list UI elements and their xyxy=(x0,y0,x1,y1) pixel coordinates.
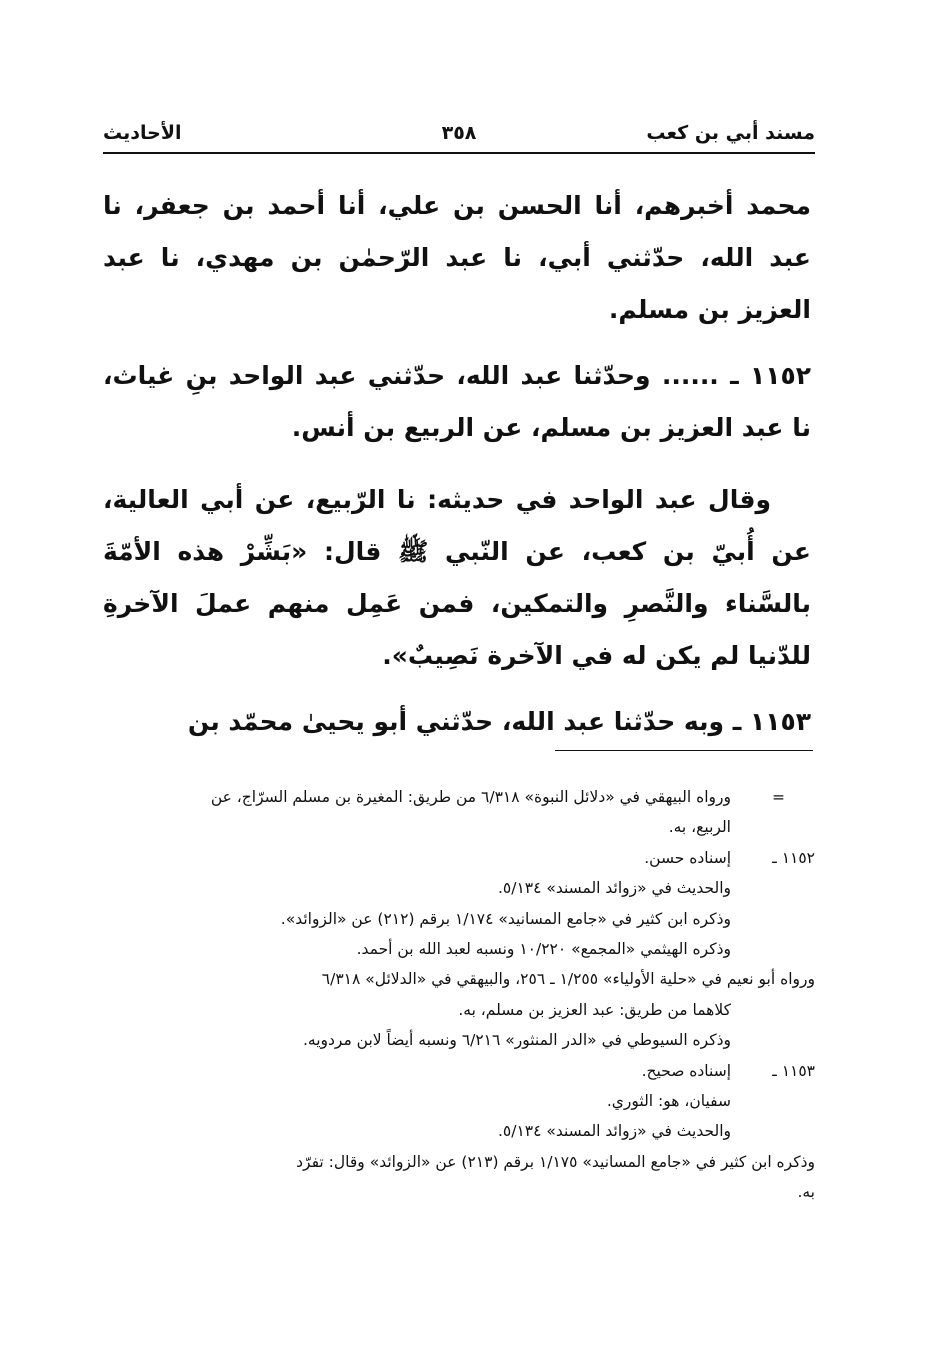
footnote-line: إسناده صحيح. xyxy=(641,1061,731,1080)
paragraph-isnad: محمد أخبرهم، أنا الحسن بن علي، أنا أحمد بن جعفر، نا عبد الله، حدّثني أبي، نا عبد الرّحمٰن بن مهدي، نا عبد العزيز بن مسلم. xyxy=(103,191,811,324)
hadith-1152-text: وقال عبد الواحد في حديثه: نا الرّبيع، عن أبي العالية، عن أُبيّ بن كعب، عن النّبي ﷺ قال: «بَشِّرْ هذه الأمّةَ بالسَّناء والنَّصرِ والتمكين، فمن عَمِل منهم عملَ الآخرةِ للدّنيا لم يكن له في الآخرة نَصِيبٌ». xyxy=(103,485,811,670)
footnote-number: ١١٥٢ ـ xyxy=(772,848,815,867)
footnotes xyxy=(103,782,815,1208)
footnote-line: وذكره السيوطي في «الدر المنثور» ٦/٢١٦ ونسبه أيضاً لابن مردويه. xyxy=(302,1031,731,1050)
footnote-1153-wide xyxy=(103,1147,815,1208)
section-title: الأحاديث xyxy=(103,122,182,144)
footnote-line: به. xyxy=(797,1183,815,1202)
footnote-line: الربيع، به. xyxy=(668,818,731,837)
footnote-line: ورواه البيهقي في «دلائل النبوة» ٦/٣١٨ من طريق: المغيرة بن مسلم السرّاج، عن xyxy=(210,788,731,806)
footnote-1152-cont xyxy=(103,995,815,1056)
footnote-divider xyxy=(555,750,813,751)
footnote-line: والحديث في «زوائد المسند» ٥/١٣٤. xyxy=(497,879,731,898)
footnote-line: كلاهما من طريق: عبد العزيز بن مسلم، به. xyxy=(458,1000,731,1019)
book-title: مسند أبي بن كعب xyxy=(646,122,815,144)
header-divider xyxy=(103,152,815,154)
footnote-line: ورواه أبو نعيم في «حلية الأولياء» ١/٢٥٥ ـ ٢٥٦، والبيهقي في «الدلائل» ٦/٣١٨ xyxy=(321,970,815,989)
footnote-1153 xyxy=(103,1056,815,1147)
footnote-line: والحديث في «زوائد المسند» ٥/١٣٤. xyxy=(497,1122,731,1141)
page-number: ٣٥٨ xyxy=(441,122,477,144)
footnote-number: ١١٥٣ ـ xyxy=(772,1061,815,1080)
footnote-1152 xyxy=(103,843,815,965)
running-header xyxy=(103,116,815,154)
footnote-continuation xyxy=(103,782,815,843)
hadith-1153: ١١٥٣ ـ وبه حدّثنا عبد الله، حدّثني أبو يحيىٰ محمّد بن xyxy=(187,707,811,736)
continuation-marker: = xyxy=(772,788,785,806)
footnote-line: وذكره الهيثمي «المجمع» ١٠/٢٢٠ ونسبه لعبد الله بن أحمد. xyxy=(356,940,731,959)
footnote-1152-wide xyxy=(103,964,815,994)
footnote-line: وذكره ابن كثير في «جامع المسانيد» ١/١٧٤ برقم (٢١٢) عن «الزوائد». xyxy=(280,909,731,928)
footnote-line: سفيان، هو: الثوري. xyxy=(606,1092,731,1111)
footnote-line: إسناده حسن. xyxy=(644,848,731,867)
hadith-1152: ١١٥٢ ـ ...... وحدّثنا عبد الله، حدّثني عبد الواحد بنِ غياث، نا عبد العزيز بن مسلم، عن الربيع بن أنس. xyxy=(103,361,811,442)
footnote-line: وذكره ابن كثير في «جامع المسانيد» ١/١٧٥ برقم (٢١٣) عن «الزوائد» وقال: تفرّد xyxy=(296,1152,815,1171)
main-text xyxy=(103,180,811,748)
